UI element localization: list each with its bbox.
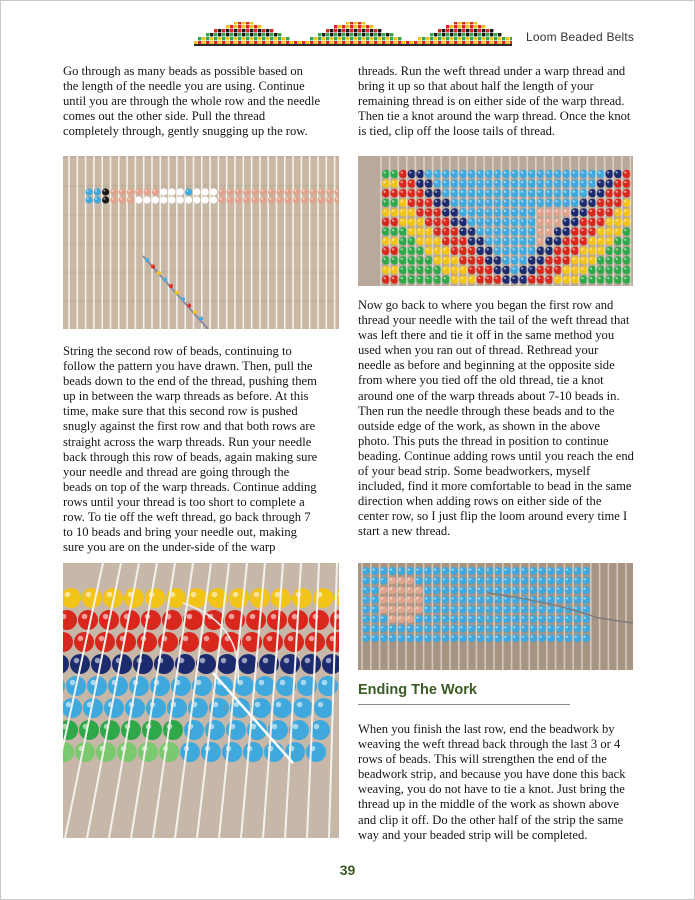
right-paragraph-1: threads. Run the weft thread under a warp thread and bring it up so that about half the length of your remaining thread is on either side of the warp thread. Then tie a knot around the warp thread. Once the knot is tied, clip off the loose tails of thread. xyxy=(358,64,631,139)
running-title: Loom Beaded Belts xyxy=(526,30,635,44)
header-rule xyxy=(194,44,512,46)
beaded-header-ornament xyxy=(194,22,512,46)
left-paragraph-1: Go through as many beads as possible based on the length of the needle you are using. Continue until you are through the whole row and the needle comes out the other side. Pull the thread completely through, gently snugging up the row. xyxy=(63,64,321,139)
pattern-rows-closeup-photo xyxy=(358,156,633,286)
needle-through-beads-photo xyxy=(63,563,339,838)
right-paragraph-3: When you finish the last row, end the beadwork by weaving the weft thread back through the last 3 or 4 rows of beads. This will strengthen the end of the beadwork strip, and because you have done this back weaving, you do not have to tie a knot. Just bring the thread up in the middle of the work as shown above and clip it off. Do the other half of the strip the same way and your beaded strip will be completed. xyxy=(358,722,626,842)
heading-rule xyxy=(358,704,570,705)
right-paragraph-2: Now go back to where you began the first row and thread your needle with the tail of the weft thread that was left there and tie it off in the same method you used when you ran out of thread. Rethread your needle as before and beginning at the opposite side from where you tied off the old thread, tie a knot around one of the warp threads about 7-10 beads in. Then run the needle through these beads and to the outside edge of the work, as shown in the above photo. This puts the thread in position to continue beading. Continue adding rows until you reach the end of your bead strip. Some beadworkers, myself included, find it more comfortable to bead in the same direction when adding rows on either side of the center row, so I just flip the loom around every time I start a new thread. xyxy=(358,298,634,539)
left-paragraph-2: String the second row of beads, continuing to follow the pattern you have drawn. Then, pull the beads down to the end of the thread, pushing them up in between the warp threads as before. At this time, make sure that this second row is pushed snugly against the first row and that both rows are straight across the warp threads. Run your needle back through this row of beads, again making sure your needle and thread are going through the beads on top of the warp threads. Continue adding rows until your thread is too short to complete a row. To tie off the weft thread, go back through 7 to 10 beads and bring your needle out, making sure you are on the under-side of the warp xyxy=(63,344,318,555)
page-number: 39 xyxy=(339,862,356,878)
ending-work-photo xyxy=(358,563,633,670)
first-row-on-loom-photo xyxy=(63,156,339,329)
section-heading: Ending The Work xyxy=(358,682,477,698)
